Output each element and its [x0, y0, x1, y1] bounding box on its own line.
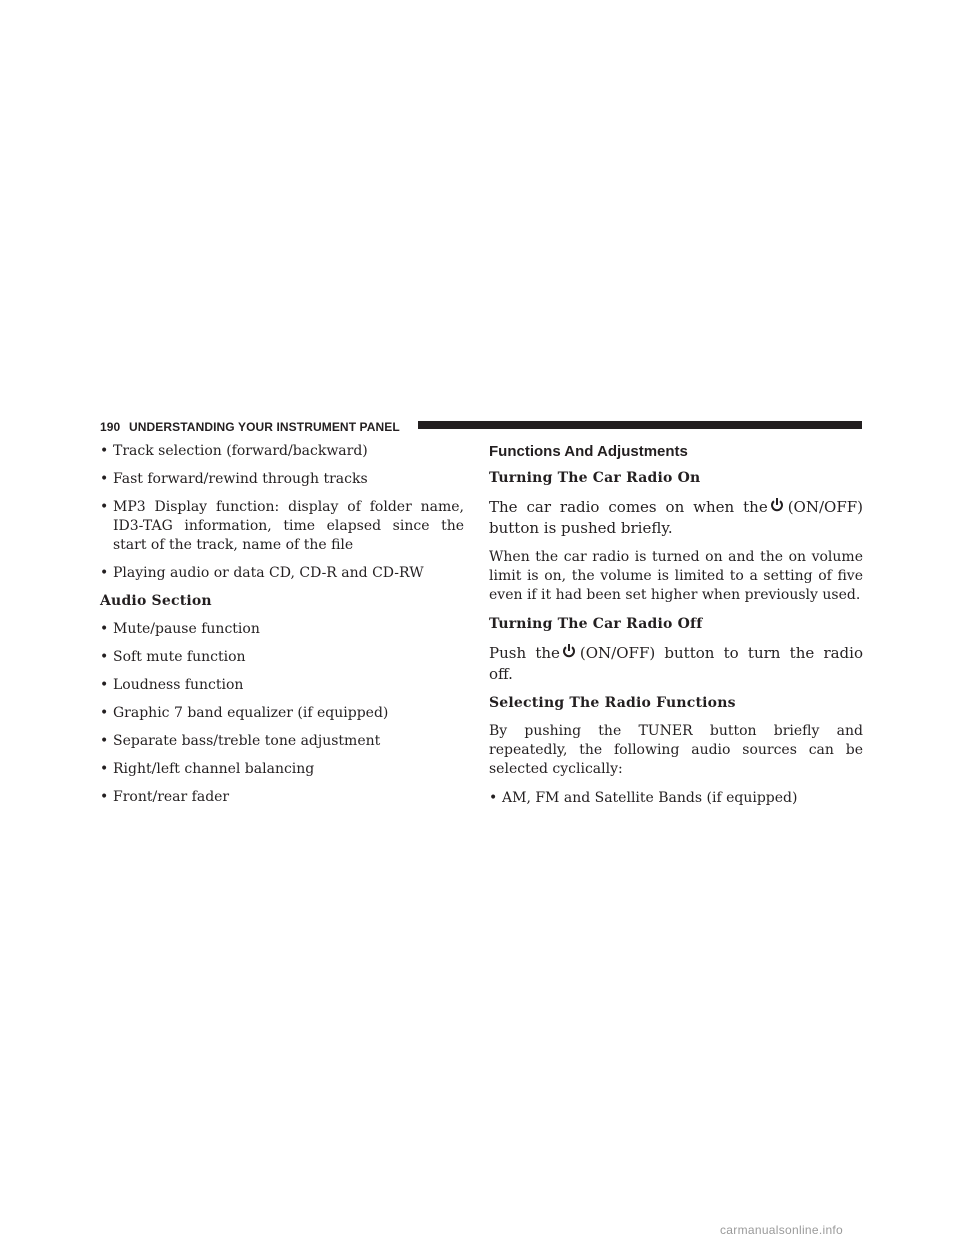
radio-on-heading: Turning The Car Radio On	[489, 470, 701, 486]
list-item: • Separate bass/treble tone adjustment	[100, 733, 381, 749]
list-item: • Front/rear fader	[100, 789, 230, 805]
watermark: carmanualsonline.info	[720, 1223, 844, 1237]
power-icon	[562, 643, 576, 664]
volume-limit-text: When the car radio is turned on and the on volume limit is on, the volume is limited to a setting of five even if it had been set higher when previously used.	[489, 549, 863, 603]
list-item: • Track selection (forward/backward)	[100, 443, 368, 459]
radio-off-heading: Turning The Car Radio Off	[489, 616, 703, 632]
audio-section-heading: Audio Section	[100, 593, 212, 609]
radio-on-text: The car radio comes on when the (ON/OFF) button is pushed briefly.	[489, 498, 863, 537]
header-rule	[418, 421, 862, 429]
list-item: • Playing audio or data CD, CD-R and CD-RW	[100, 565, 424, 581]
left-column	[100, 442, 464, 816]
list-item: • Mute/pause function	[100, 621, 260, 637]
list-item: • MP3 Display function: display of folder name, ID3-TAG information, time elapsed since the start of the track, name of the file	[100, 499, 464, 553]
list-item: • Fast forward/rewind through tracks	[100, 471, 368, 487]
power-icon	[770, 497, 784, 518]
section-title: UNDERSTANDING YOUR INSTRUMENT PANEL	[129, 420, 400, 434]
list-item: • Loudness function	[100, 677, 244, 693]
radio-functions-heading: Selecting The Radio Functions	[489, 695, 736, 711]
list-item: • Graphic 7 band equalizer (if equipped)	[100, 705, 389, 721]
list-item: • Soft mute function	[100, 649, 246, 665]
functions-heading: Functions And Adjustments	[489, 443, 688, 460]
page-header	[100, 416, 862, 438]
radio-off-text: Push the (ON/OFF) button to turn the radio off.	[489, 644, 863, 683]
page-number: 190	[100, 420, 121, 434]
list-item: • Right/left channel balancing	[100, 761, 315, 777]
tuner-text: By pushing the TUNER button briefly and repeatedly, the following audio sources can be selected cyclically:	[489, 723, 863, 777]
list-item: • AM, FM and Satellite Bands (if equipped)	[489, 790, 798, 806]
right-column	[489, 442, 863, 817]
